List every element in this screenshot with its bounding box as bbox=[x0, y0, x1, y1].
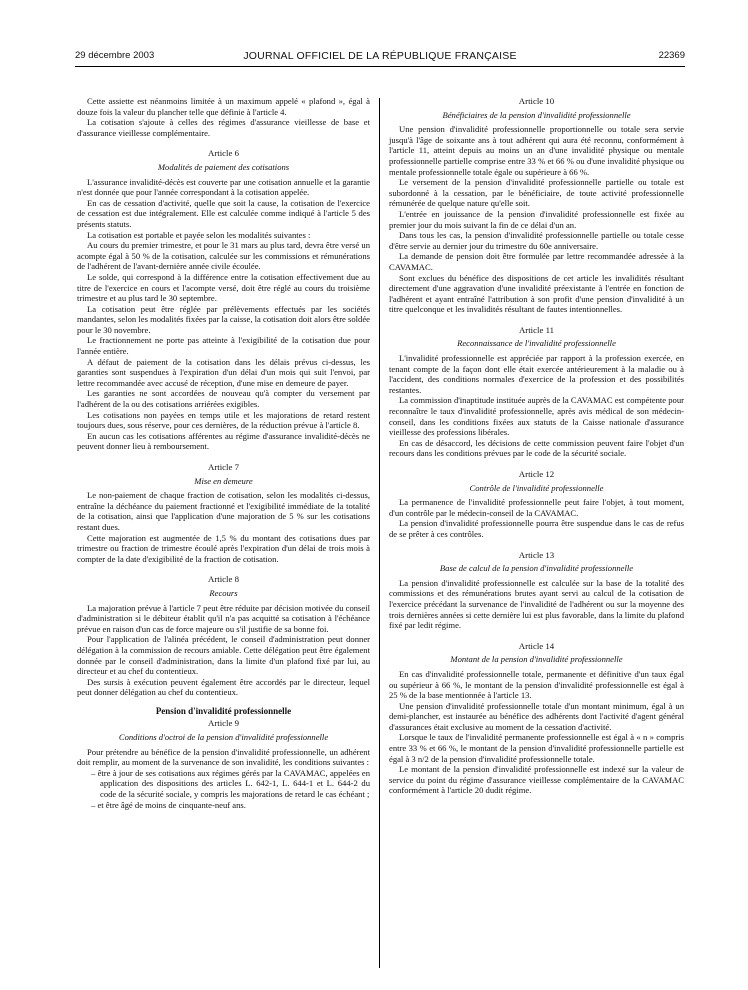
paragraph: La pension d'invalidité professionnelle est calculée sur la base de la totalité des commissions et des rémunérations brutes ayant servi au calcul de la cotisation de l'exercice précédant la survenance de l'invalidité de l'adhérent ou sur la moyenne des trois dernières années si cette dernière lui est plus favorable, dans la limite du plafond fixé par ledit régime. bbox=[389, 577, 684, 631]
paragraph: Sont exclues du bénéfice des dispositions de cet article les invalidités résultant directement d'une aggravation d'une invalidité préexistante à l'entrée en fonction de l'adhérent et ayant entraîné l'attribution à son profit d'une pension d'invalidité à un titre quelconque et les invalidités résultant de fautes intentionnelles. bbox=[389, 272, 684, 315]
article-6-title: Article 6 bbox=[207, 148, 240, 159]
paragraph: En cas de cessation d'activité, quelle que soit la cause, la cotisation de l'exercice de cessation est due intégralement. Elle est calculée comme indiqué à l'article 5 des présents statuts. bbox=[77, 197, 370, 229]
conditions-list bbox=[77, 768, 370, 810]
paragraph: Au cours du premier trimestre, et pour le 31 mars au plus tard, devra être versé un acompte égal à 50 % de la cotisation, calculée sur les commissions et rémunérations de l'adhérent de l'avant-dernière année civile écoulée. bbox=[77, 240, 370, 272]
paragraph: Une pension d'invalidité professionnelle proportionnelle ou totale sera servie jusqu'à l'âge de soixante ans à tout adhérent qui aura été reconnu, conformément à l'article 11, atteint depuis au moins un an d'une invalidité physique ou mentale professionnelle partielle comprise entre 33 % et 66 % ou d'une invalidité physique ou mentale professionnelle totale égale ou supérieure à 66 %. bbox=[389, 124, 684, 177]
paragraph: Des sursis à exécution peuvent également être accordés par le directeur, lequel peut donner délégation au chef du contentieux. bbox=[77, 676, 370, 698]
right-column bbox=[389, 96, 684, 796]
paragraph: En cas d'invalidité professionnelle totale, permanente et définitive d'un taux égal ou supérieur à 66 %, le montant de la pension d'invalidité professionnelle est égal à 25 % de la base mentionnée à l'article 13. bbox=[389, 668, 684, 701]
paragraph: Le montant de la pension d'invalidité professionnelle est indexé sur la valeur de service du point du régime d'assurance vieillesse complémentaire de la CAVAMAC conformément à l'article 20 dudit régime. bbox=[389, 764, 684, 796]
paragraph: La demande de pension doit être formulée par lettre recommandée adressée à la CAVAMAC. bbox=[389, 251, 684, 272]
paragraph: A défaut de paiement de la cotisation dans les délais prévus ci-dessus, les garanties sont suspendues à l'expiration d'un délai d'un mois qui suit l'envoi, par lettre recommandée avec accusé de réception, d'une mise en demeure de payer. bbox=[77, 356, 370, 388]
article-7-title: Article 7 bbox=[207, 462, 240, 472]
article-9-body bbox=[77, 747, 370, 811]
article-11-body bbox=[389, 353, 684, 459]
article-10-title: Article 10 bbox=[518, 96, 555, 106]
paragraph: Pour prétendre au bénéfice de la pension d'invalidité professionnelle, un adhérent doit remplir, au moment de la survenance de son invalidité, les conditions suivantes : bbox=[77, 746, 370, 768]
article-12-body bbox=[389, 497, 684, 539]
paragraph: La permanence de l'invalidité professionnelle peut faire l'objet, à tout moment, d'un contrôle par le médecin-conseil de la CAVAMAC. bbox=[389, 497, 684, 518]
paragraph: La commission d'inaptitude instituée auprès de la CAVAMAC est compétente pour reconnaître le taux d'invalidité professionnelle, après avis médical de son médecin-conseil, dans les conditions fixées aux statuts de la Caisse nationale d'assurance vieillesse des professions libérales. bbox=[389, 395, 684, 438]
header-rule bbox=[75, 66, 685, 67]
paragraph: Cette majoration est augmentée de 1,5 % du montant des cotisations dues par trimestre ou fraction de trimestre écoulé après l'expiration d'un délai de trois mois à compter de la date d'exigibilité de la fraction de cotisation. bbox=[77, 532, 370, 564]
paragraph: Le fractionnement ne porte pas atteinte à l'exigibilité de la cotisation due pour l'année entière. bbox=[77, 335, 370, 357]
paragraph: Les garanties ne sont accordées de nouveau qu'à compter du versement par l'adhérent de la ou des cotisations arriérées exigibles. bbox=[77, 388, 370, 410]
article-11-subtitle: Reconnaissance de l'invalidité professionnelle bbox=[457, 338, 616, 349]
paragraph: En aucun cas les cotisations afférentes au régime d'assurance invalidité-décès ne peuvent donner lieu à remboursement. bbox=[77, 430, 370, 452]
paragraph: Le versement de la pension d'invalidité professionnelle partielle ou totale est subordonné à la cessation, par le bénéficiaire, de toute activité professionnelle rémunérée de quelque nature qu'elle soit. bbox=[389, 177, 684, 209]
article-8-body bbox=[77, 603, 370, 698]
article-13-title: Article 13 bbox=[518, 549, 555, 560]
page-header bbox=[75, 50, 685, 64]
article-7-subtitle: Mise en demeure bbox=[194, 475, 253, 486]
article-12-title: Article 12 bbox=[518, 469, 555, 479]
article-13-body bbox=[389, 578, 684, 631]
paragraph: Cette assiette est néanmoins limitée à un maximum appelé « plafond », égal à douze fois la valeur du plancher telle que définie à l'article 4. bbox=[77, 96, 370, 117]
article-6-body bbox=[77, 177, 370, 452]
list-item: – et être âgé de moins de cinquante-neuf ans. bbox=[91, 799, 246, 810]
journal-title: JOURNAL OFFICIEL DE LA RÉPUBLIQUE FRANÇAISE bbox=[243, 50, 517, 62]
left-column bbox=[77, 96, 370, 810]
paragraph: En cas de désaccord, les décisions de cette commission peuvent faire l'objet d'un recours dans les conditions prévues par le code de la sécurité sociale. bbox=[389, 437, 684, 459]
paragraph: La cotisation s'ajoute à celles des régimes d'assurance vieillesse de base et d'assurance vieillesse complémentaire. bbox=[77, 117, 370, 138]
article-7-body bbox=[77, 490, 370, 564]
column-divider bbox=[379, 98, 380, 968]
paragraph: Dans tous les cas, la pension d'invalidité professionnelle partielle ou totale cesse d'être servie au dernier jour du trimestre du 60e anniversaire. bbox=[389, 230, 684, 251]
paragraph: Les cotisations non payées en temps utile et les majorations de retard restent toujours dues, sous réserve, pour ces dernières, de la réduction prévue à l'article 8. bbox=[77, 409, 370, 431]
paragraph: La pension d'invalidité professionnelle pourra être suspendue dans le cas de refus de se prêter à ces contrôles. bbox=[389, 518, 684, 539]
paragraph: Pour l'application de l'alinéa précédent, le conseil d'administration peut donner délégation à la commission de recours amiable. Cette délégation peut être également donnée par le conseil d'administration, dans la limite d'un plafond fixé par lui, au directeur et au chef du contentieux. bbox=[77, 634, 370, 677]
article-10-subtitle: Bénéficiaires de la pension d'invalidité professionnelle bbox=[442, 109, 631, 120]
article-6-subtitle: Modalités de paiement des cotisations bbox=[157, 161, 290, 172]
paragraph: La cotisation peut être réglée par prélèvements effectués par les sociétés mandantes, selon les modalités fixées par la caisse, la cotisation doit alors être soldée pour le 30 novembre. bbox=[77, 303, 370, 335]
paragraph: Le solde, qui correspond à la différence entre la cotisation effectivement due au titre de l'exercice en cours et l'acompte versé, doit être réglé au cours du troisième trimestre et au plus tard le 30 septembre. bbox=[77, 271, 370, 304]
article-10-body bbox=[389, 124, 684, 315]
paragraph: L'entrée en jouissance de la pension d'invalidité professionnelle est fixée au premier jour du mois suivant la fin de ce délai d'un an. bbox=[389, 208, 684, 230]
article-9-title: Article 9 bbox=[207, 718, 240, 729]
article-14-body bbox=[389, 669, 684, 796]
article-14-title: Article 14 bbox=[518, 640, 555, 651]
article-11-title: Article 11 bbox=[518, 324, 555, 335]
paragraph: L'assurance invalidité-décès est couverte par une cotisation annuelle et la garantie n'est donnée que pour l'année correspondant à la cotisation appelée. bbox=[77, 176, 370, 198]
paragraph: Lorsque le taux de l'invalidité permanente professionnelle est égal à « n » compris entre 33 % et 66 %, le montant de la pension d'invalidité professionnelle partielle est égal à 3 n/2 de la pension d'invalidité professionnelle totale. bbox=[389, 732, 684, 764]
article-14-subtitle: Montant de la pension d'invalidité professionnelle bbox=[450, 654, 623, 665]
paragraph: Le non-paiement de chaque fraction de cotisation, selon les modalités ci-dessus, entraîne la déchéance du paiement fractionné et l'exigibilité immédiate de la totalité de la cotisation, ainsi que l'application d'une majoration de 5 % sur les cotisations restant dues. bbox=[77, 490, 370, 532]
article-12-subtitle: Contrôle de l'invalidité professionnelle bbox=[469, 482, 604, 493]
page-number: 22369 bbox=[658, 50, 685, 61]
issue-date: 29 décembre 2003 bbox=[75, 50, 155, 61]
article-9-subtitle: Conditions d'octroi de la pension d'invalidité professionnelle bbox=[118, 732, 329, 743]
paragraph: La majoration prévue à l'article 7 peut être réduite par décision motivée du conseil d'administration si le débiteur établit qu'il n'a pas acquitté sa cotisation à l'échéance prévue en raison d'un cas de force majeure ou s'il justifie de sa bonne foi. bbox=[77, 602, 370, 634]
article-13-subtitle: Base de calcul de la pension d'invalidité professionnelle bbox=[439, 563, 634, 574]
intro-block bbox=[77, 96, 370, 138]
paragraph: Une pension d'invalidité professionnelle totale d'un montant minimum, égal à un demi-plancher, est instaurée au bénéfice des adhérents dont l'activité d'agent général d'assurances était exclusive au moment de la cessation d'activité. bbox=[389, 700, 684, 732]
section-heading: Pension d'invalidité professionnelle bbox=[155, 705, 292, 716]
paragraph: L'invalidité professionnelle est appréciée par rapport à la profession exercée, en tenant compte de la façon dont elle était exercée antérieurement à la maladie ou à l'accident, des conditions normales d'exercice de la profession et des possibilités restantes. bbox=[389, 353, 684, 395]
paragraph: La cotisation est portable et payée selon les modalités suivantes : bbox=[87, 229, 311, 240]
list-item: – être à jour de ses cotisations aux régimes gérés par la CAVAMAC, appelées en application des dispositions des articles L. 642-1, L. 644-1 et L. 644-2 du code de la sécurité sociale, y compris les majorations de retard le cas échéant ; bbox=[91, 767, 370, 800]
article-8-subtitle: Recours bbox=[209, 587, 238, 598]
article-8-title: Article 8 bbox=[207, 574, 240, 585]
